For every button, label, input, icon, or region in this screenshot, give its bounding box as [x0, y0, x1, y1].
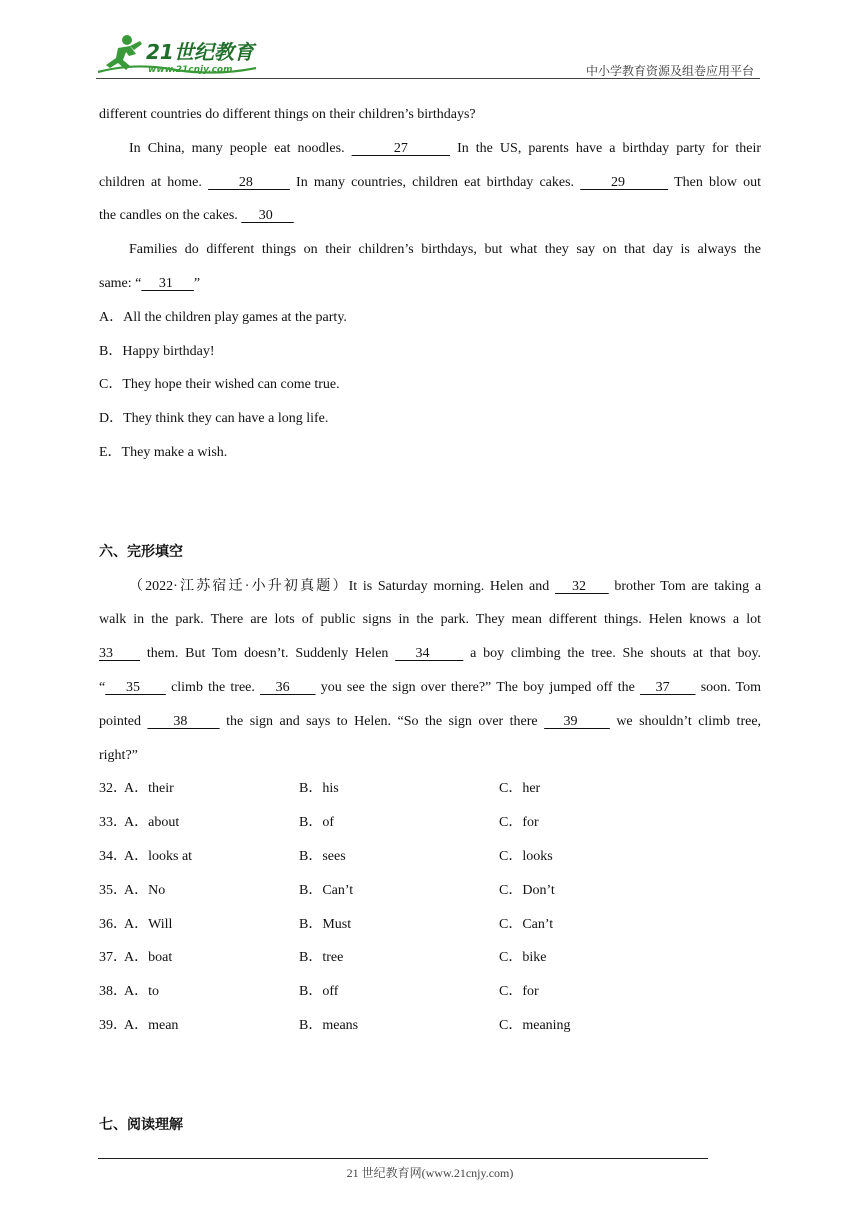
choice-c: C．for: [499, 815, 539, 831]
choice-c: C．bike: [499, 950, 547, 966]
choice-a: A．No: [124, 882, 166, 898]
question-number: 36．: [99, 916, 127, 932]
choice-a: A．to: [124, 984, 159, 1000]
choice-b: B．Can’t: [299, 882, 354, 898]
choice-b: B．tree: [299, 950, 344, 966]
cloze-text: brother Tom are taking a: [614, 578, 761, 594]
blank-33: 33: [99, 646, 141, 662]
platform-label: 中小学教育资源及组卷应用平台: [585, 64, 754, 78]
svg-text:www.21cnjy.com: www.21cnjy.com: [148, 65, 233, 75]
choice-b: B．of: [299, 815, 334, 831]
site-logo: [96, 32, 266, 78]
choice-c: C．meaning: [499, 1017, 571, 1033]
choice-c: C．Don’t: [499, 882, 555, 898]
question-row: [99, 975, 761, 1009]
choice-a: A．Will: [124, 916, 173, 932]
section-heading-reading: 七、阅读理解: [99, 1116, 183, 1133]
question-row: [99, 1009, 761, 1043]
choice-a: A．looks at: [124, 848, 193, 864]
cloze-line: [99, 671, 761, 705]
cloze-text: the sign and says to Helen. “So the sign over there: [226, 713, 538, 729]
question-number: 34．: [99, 848, 127, 864]
option-e: E．They make a wish.: [99, 444, 228, 460]
blank-27: 27: [351, 140, 451, 156]
question-list: [99, 772, 761, 1042]
choice-a: A．their: [124, 781, 174, 797]
cloze-line: [99, 705, 761, 739]
choice-b: B．means: [299, 1017, 359, 1033]
cloze-text: you see the sign over there?” The boy jumped off the: [320, 679, 635, 695]
question-number: 37．: [99, 950, 127, 966]
blank-32: 32: [554, 578, 609, 594]
footer-divider: [98, 1158, 708, 1159]
cloze-text: pointed: [99, 713, 141, 729]
blank-35: 35: [105, 679, 166, 695]
choice-b: B．his: [299, 781, 339, 797]
passage-text: children at home.: [99, 174, 202, 190]
passage-text: Then blow out: [674, 174, 761, 190]
section-gap: [99, 1043, 761, 1109]
option-c: C．They hope their wished can come true.: [99, 377, 340, 393]
passage-line: [99, 132, 761, 166]
option-a: A．All the children play games at the party.: [99, 309, 347, 325]
cloze-text: “: [99, 679, 106, 695]
question-row: [99, 874, 761, 908]
choice-b: B．Must: [299, 916, 352, 932]
question-number: 32．: [99, 781, 127, 797]
page-header: [96, 32, 760, 80]
cloze-line: walk in the park. There are lots of public signs in the park. They mean different things. Helen knows a lot: [99, 612, 761, 628]
passage-text: In many countries, children eat birthday cakes.: [296, 174, 575, 190]
question-row: [99, 840, 761, 874]
choice-c: C．Can’t: [499, 916, 554, 932]
choice-a: A．boat: [124, 950, 173, 966]
passage-text: ”: [193, 275, 201, 291]
runner-logo-icon: [96, 32, 266, 78]
question-row: [99, 806, 761, 840]
header-divider: [96, 78, 760, 79]
cloze-line: [99, 637, 761, 671]
svg-text:21世纪教育: 21世纪教育: [146, 40, 254, 64]
blank-31: 31: [141, 275, 194, 291]
cloze-line: [99, 570, 761, 604]
document-body: [99, 98, 761, 1143]
passage-text: In China, many people eat noodles.: [129, 140, 345, 156]
blank-28: 28: [208, 174, 290, 190]
blank-36: 36: [260, 679, 316, 695]
blank-38: 38: [147, 713, 220, 729]
blank-39: 39: [544, 713, 610, 729]
passage-line: [99, 267, 761, 301]
cloze-text: we shouldn’t climb tree,: [616, 713, 761, 729]
cloze-text: them. But Tom doesn’t. Suddenly Helen: [146, 646, 389, 662]
question-row: [99, 908, 761, 942]
passage-text: In the US, parents have a birthday party for their: [457, 140, 761, 156]
option-b: B．Happy birthday!: [99, 343, 215, 359]
question-number: 35．: [99, 882, 127, 898]
choice-b: B．off: [299, 984, 339, 1000]
choice-c: C．for: [499, 984, 539, 1000]
section-heading-cloze: 六、完形填空: [99, 543, 183, 560]
passage-text: the candles on the cakes.: [99, 208, 238, 224]
question-number: 33．: [99, 815, 127, 831]
cloze-text: climb the tree.: [171, 679, 255, 695]
cloze-line: right?”: [99, 747, 138, 763]
question-number: 39．: [99, 1017, 127, 1033]
question-number: 38．: [99, 984, 127, 1000]
blank-34: 34: [395, 646, 464, 662]
section-gap: [99, 470, 761, 536]
question-row: [99, 941, 761, 975]
option-d: D．They think they can have a long life.: [99, 411, 329, 427]
cloze-text: a boy climbing the tree. She shouts at that boy.: [470, 646, 761, 662]
page-footer: 21 世纪教育网(www.21cnjy.com): [346, 1166, 514, 1180]
blank-37: 37: [640, 679, 696, 695]
passage-line: Families do different things on their children’s birthdays, but what they say on that day is always the: [129, 242, 761, 258]
choice-b: B．sees: [299, 848, 346, 864]
choice-a: A．mean: [124, 1017, 179, 1033]
question-row: [99, 772, 761, 806]
passage-line: different countries do different things on their children’s birthdays?: [99, 107, 476, 122]
choice-c: C．her: [499, 781, 541, 797]
blank-29: 29: [580, 174, 669, 190]
choice-a: A．about: [124, 815, 180, 831]
passage-text: same: “: [99, 275, 142, 291]
passage-line: [99, 199, 761, 233]
cloze-text: （2022·江苏宿迁·小升初真题）It is Saturday morning. Helen and: [129, 578, 550, 594]
blank-30: 30: [241, 208, 294, 224]
cloze-text: soon. Tom: [700, 679, 761, 695]
passage-line: [99, 166, 761, 200]
choice-c: C．looks: [499, 848, 553, 864]
